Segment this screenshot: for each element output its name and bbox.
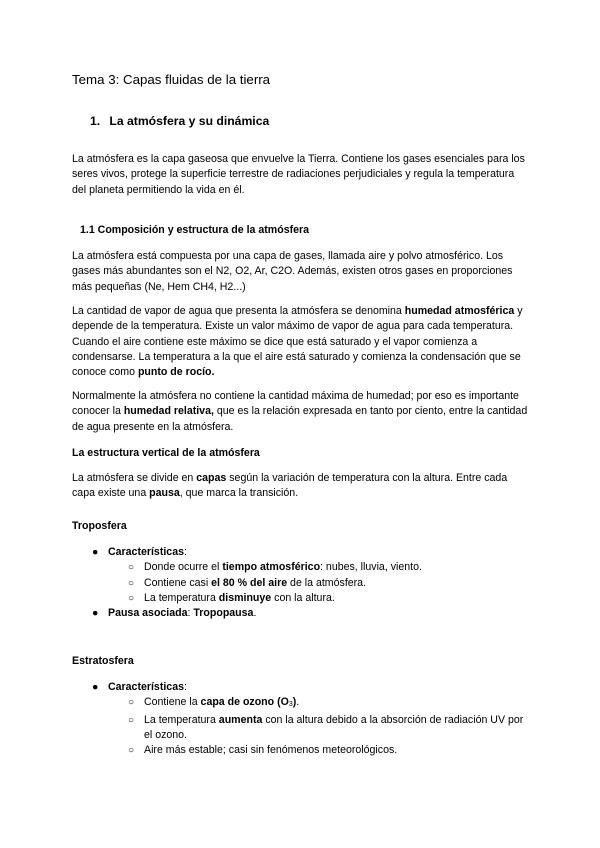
dew-point-term: punto de rocío. (137, 366, 215, 379)
bullet-circle-icon: ○ (128, 745, 135, 757)
list-item: ● Pausa asociada: Tropopausa. (72, 606, 532, 621)
intro-paragraph: La atmósfera es la capa gaseosa que envuelve la Tierra. Contiene los gases esenciales para los seres vivos, protege la superficie terrestre de radiaciones perjudiciales y regula la temperatura del planeta permitiendo la vida en él. (72, 153, 525, 196)
list-item: ○ Contiene la capa de ozono (O3). (72, 695, 532, 712)
stratosphere-list (72, 680, 532, 758)
bullet-circle-icon: ○ (128, 562, 135, 574)
bullet-disc-icon: ● (92, 546, 99, 558)
bullet-circle-icon: ○ (128, 577, 135, 589)
list-item: ○ Donde ocurre el tiempo atmosférico: nubes, lluvia, viento. (72, 560, 532, 575)
bullet-disc-icon: ● (92, 681, 99, 693)
section-heading-1 (90, 114, 269, 128)
list-item: ● Características: (72, 545, 532, 560)
relative-humidity-term: humedad relativa, (123, 405, 214, 418)
list-item: ○ Contiene casi el 80 % del aire de la atmósfera. (72, 576, 532, 591)
layers-term: capas (196, 472, 227, 484)
relative-humidity-paragraph: Normalmente la atmósfera no contiene la cantidad máxima de humedad; por eso es importante conocer la humedad relativa, que es la relación expresada en tanto por ciento, entre la cantidad de agua presente en la atmósfera. (72, 390, 528, 433)
section-title: La atmósfera y su dinámica (109, 114, 270, 128)
bullet-circle-icon: ○ (128, 697, 135, 709)
troposphere-heading: Troposfera (72, 520, 127, 532)
pause-term: pausa (149, 487, 180, 500)
list-item: ○ Aire más estable; casi sin fenómenos meteorológicos. (72, 743, 532, 758)
structure-heading: La estructura vertical de la atmósfera (72, 447, 260, 459)
bullet-circle-icon: ○ (128, 592, 135, 604)
stratosphere-heading: Estratosfera (72, 655, 134, 667)
section-number: 1. (90, 114, 101, 128)
subsection-heading: 1.1 Composición y estructura de la atmósfera (80, 224, 310, 236)
list-item: ○ La temperatura aumenta con la altura debido a la absorción de radiación UV por el ozono. (128, 713, 524, 741)
humidity-term: humedad atmosférica (404, 305, 515, 317)
list-item: ○ La temperatura disminuye con la altura. (72, 591, 532, 606)
structure-paragraph: La atmósfera se divide en capas según la variación de temperatura con la altura. Entre cada capa existe una pausa, que marca la transición. (72, 472, 508, 500)
bullet-disc-icon: ● (92, 607, 99, 620)
troposphere-list (72, 545, 532, 621)
composition-paragraph: La atmósfera está compuesta por una capa de gases, llamada aire y polvo atmosférico. Los gases más abundantes son el N2, O2, Ar, C2O. Además, existen otros gases en proporciones más pequeñas (Ne, Hem CH4, H2...) (72, 250, 513, 293)
bullet-circle-icon: ○ (128, 714, 135, 726)
humidity-paragraph: La cantidad de vapor de agua que presenta la atmósfera se denomina humedad atmosférica y depende de la temperatura. Existe un valor máximo de vapor de agua para cada temperatura. Cuando el aire contiene este máximo se dice que está saturado y el vapor comienza a condensarse. La temperatura a la que el aire está saturado y comienza la condensación que se conoce como punto de rocío. (72, 305, 523, 379)
document-title: Tema 3: Capas fluidas de la tierra (72, 72, 271, 87)
list-item: ● Características: (72, 680, 532, 695)
